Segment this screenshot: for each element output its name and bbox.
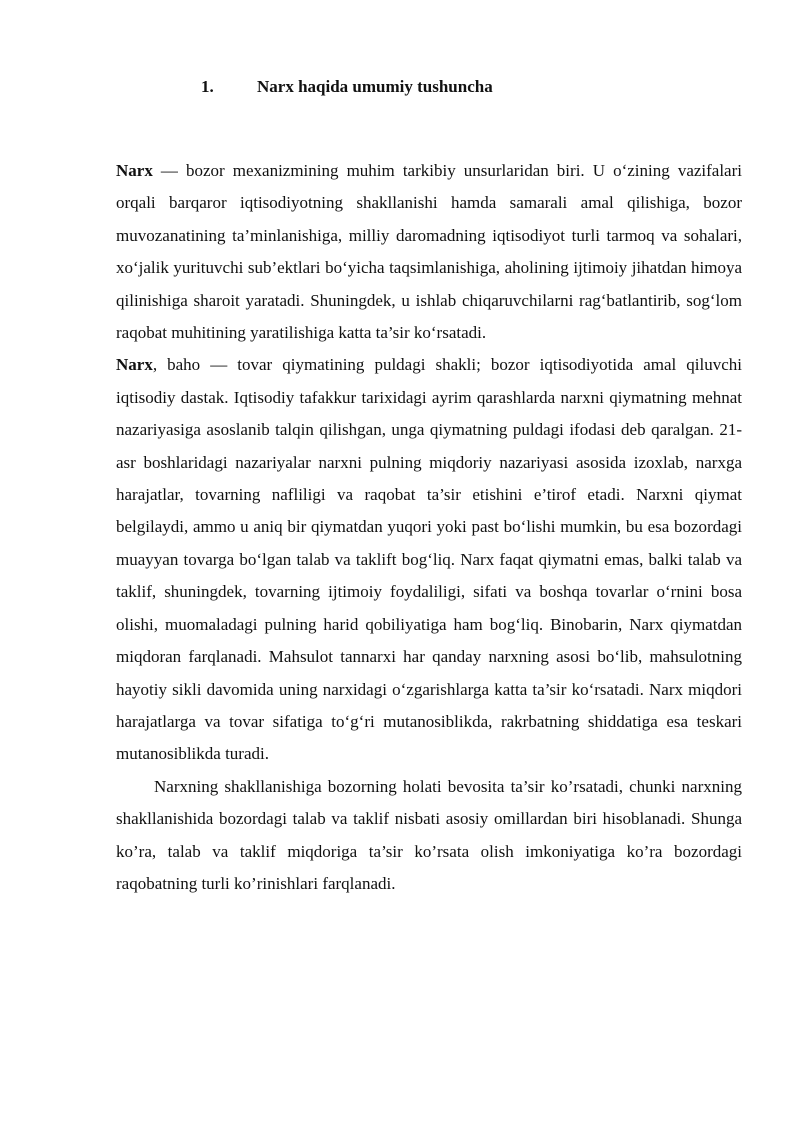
paragraph-text: Narxning shakllanishiga bozorning holati bevosita ta’sir ko’rsatadi, chunki narxning shakllanishida bozordagi talab va taklif nisbati asosiy omillardan biri hisoblanadi. Shunga ko’ra, talab va taklif miqdoriga ta’sir ko’rsata olish imkoniyatiga ko’ra bozordagi raqobatning turli ko’rinishlari farqlanadi.: [116, 776, 742, 893]
paragraph-text: , baho — tovar qiymatining puldagi shakli; bozor iqtisodiyotida amal qiluvchi iqtisodiy dastak. Iqtisodiy tafakkur tarixidagi ayrim qarashlarda narxni qiymatning mehnat nazariyasiga asoslanib talqin qilishgan, unga qiymatning puldagi ifodasi deb qaralgan. 21-asr boshlaridagi nazariyalar narxni pulning miqdoriy nazariyasi asosida izoxlab, narxga harajatlar, tovarning nafliligi va raqobat ta’sir etishini e’tirof etadi. Narxni qiymat belgilaydi, ammo u aniq bir qiymatdan yuqori yoki past bo‘lishi mumkin, bu esa bozordagi muayyan tovarga bo‘lgan talab va taklift bog‘liq. Narx faqat qiymatni emas, balki talab va taklif, shuningdek, tovarning ijtimoiy foydaliligi, sifati va boshqa tovarlar o‘rnini bosa olishi, muomaladagi pulning harid qobiliyatiga ham bog‘liq. Binobarin, Narx qiymatdan miqdoran farqlanadi. Mahsulot tannarxi har qanday narxning asosi bo‘lib, mahsulotning hayotiy sikli davomida uning narxidagi o‘zgarishlarga katta ta’sir ko‘rsatadi. Narx miqdori harajatlarga va tovar sifatiga to‘g‘ri mutanosiblikda, rakrbatning shiddatiga esa teskari mutanosiblikda turadi.: [116, 355, 742, 764]
section-title: Narx haqida umumiy tushuncha: [257, 77, 493, 96]
term-narx: Narx: [116, 161, 153, 180]
section-number: 1.: [201, 77, 214, 96]
section-heading: [201, 76, 493, 98]
document-body: [116, 155, 742, 900]
paragraph-text: — bozor mexanizmining muhim tarkibiy unsurlaridan biri. U o‘zining vazifalari orqali barqaror iqtisodiyotning shakllanishi hamda samarali amal qilishiga, bozor muvozanatining ta’minlanishiga, milliy daromadning iqtisodiyot turli tarmoq va sohalari, xo‘jalik yurituvchi sub’ektlari bo‘yicha taqsimlanishiga, aholining ijtimoiy jihatdan himoya qilinishiga sharoit yaratadi. Shuningdek, u ishlab chiqaruvchilarni rag‘batlantirib, sog‘lom raqobat muhitining yaratilishiga katta ta’sir ko‘rsatadi.: [116, 161, 742, 343]
paragraph-market-state: [116, 771, 742, 901]
paragraph-price-theory: [116, 349, 742, 770]
term-narx: Narx: [116, 355, 153, 375]
paragraph-definition: [116, 155, 742, 349]
